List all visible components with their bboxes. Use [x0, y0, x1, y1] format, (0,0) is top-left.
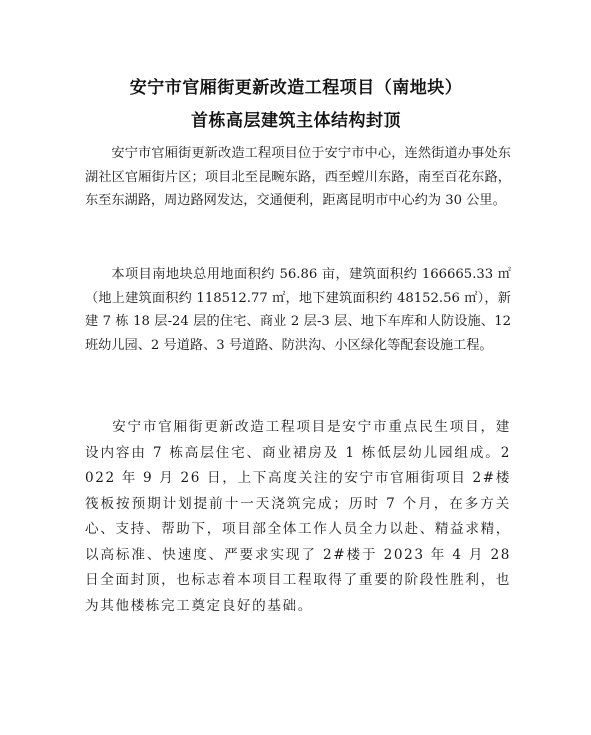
paragraph-progress: 安宁市官厢街更新改造工程项目是安宁市重点民生项目，建设内容由 7 栋高层住宅、商业裙房及 1 栋低层幼儿园组成。2022 年 9 月 26 日，上下高度关注的安宁市官厢街项目 2#楼筏板按预期计划提前十一天浇筑完成；历时 7 个月，在多方关心、支持、帮助下，项目部全体工作人员全力以赴、精益求精，以高标准、快速度、严要求实现了 2#楼于 2023 年 4 月 28 日全面封顶，也标志着本项目工程取得了重要的阶段性胜利，也为其他楼栋完工奠定良好的基础。: [85, 419, 511, 614]
document-subtitle: 首栋高层建筑主体结构封顶: [191, 111, 401, 131]
paragraph-scale: 本项目南地块总用地面积约 56.86 亩，建筑面积约 166665.33 ㎡（地上建筑面积约 118512.77 ㎡，地下建筑面积约 48152.56 ㎡），新建 7 栋 18 层-24 层的住宅、商业 2 层-3 层、地下车库和人防设施、12 班幼儿园、2 号道路、3 号道路、防洪沟、小区绿化等配套设施工程。: [85, 267, 511, 353]
paragraph-location: 安宁市官厢街更新改造工程项目位于安宁市中心，连然街道办事处东湖社区官厢街片区；项目北至昆畹东路，西至螳川东路，南至百花东路，东至东湖路，周边路网发达，交通便利，距离昆明市中心约为 30 公里。: [85, 146, 511, 208]
document-title: 安宁市官厢街更新改造工程项目（南地块）: [129, 78, 463, 98]
